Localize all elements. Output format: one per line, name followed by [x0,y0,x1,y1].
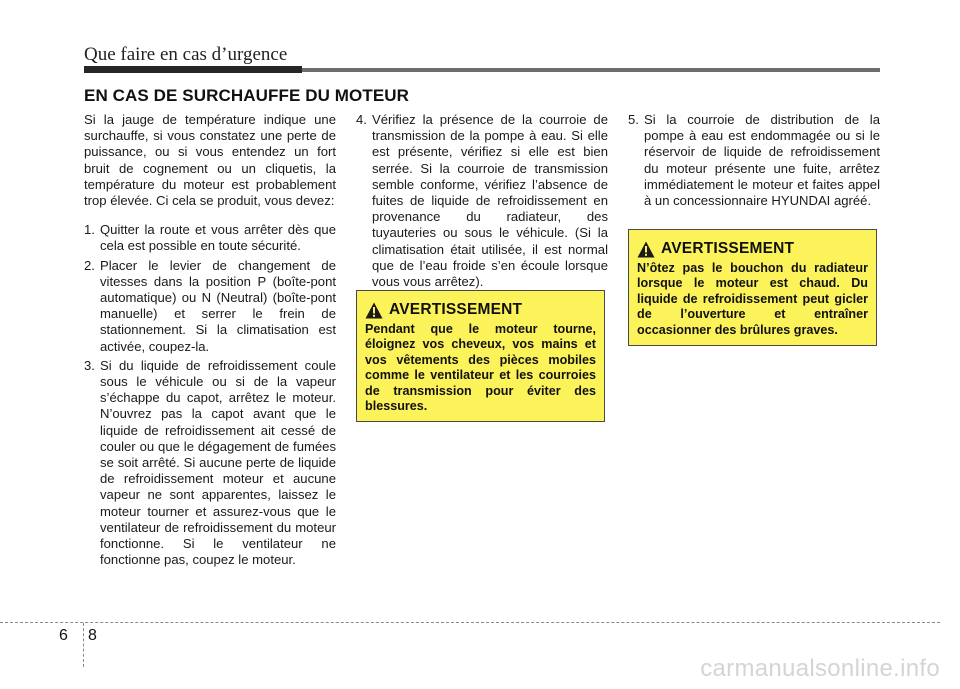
warning-text: Pendant que le moteur tourne, éloignez vos cheveux, vos mains et vos vêtements des pièces mobiles comme le ventilateur et les courroies de transmission pour éviter des blessures. [365,322,596,414]
step-item [84,258,336,355]
step-text: Quitter la route et vous arrêter dès que cela est possible en toute sécurité. [100,222,336,254]
page-number: 8 [88,627,97,644]
warning-header [365,301,596,319]
step-text: Placer le levier de changement de vitesses dans la position P (boîte-pont automatique) ou N (Neutral) (boîte-pont manuelle) et serrer le frein de stationnement. Si la climatisation est activée, coupez-la. [100,257,336,354]
intro-paragraph: Si la jauge de température indique une surchauffe, si vous constatez une perte de puissance, ou si vous entendez un fort bruit de cognement ou un cliquetis, la température du moteur est probablement trop élevée. Ci cela se produit, vous devez: [84,112,336,209]
step-item [84,358,336,569]
warning-triangle-icon [365,302,383,319]
column-3 [628,112,880,209]
warning-title: AVERTISSEMENT [661,240,795,257]
watermark: carmanualsonline.info [700,655,940,682]
warning-text: N’ôtez pas le bouchon du radiateur lorsque le moteur est chaud. Du liquide de refroidissement peut gicler de l’ouverture et entraîner occasionner des brûlures graves. [637,261,868,337]
footer-divider [0,622,940,623]
column-2 [356,112,608,290]
step-item [356,112,608,290]
warning-box-radiator-cap [628,229,877,346]
step-item [84,222,336,254]
warning-triangle-icon [637,241,655,258]
steps-list-b [356,112,608,290]
warning-box-moving-parts [356,290,605,422]
column-1 [84,112,336,571]
steps-list-a [84,222,336,568]
header-rule [84,68,880,72]
page-chapter-number: 6 [59,627,68,644]
step-text: Vérifiez la présence de la courroie de transmission de la pompe à eau. Si elle est présente, vérifiez si elle est bien serrée. Si la courroie de transmission semble conforme, vérifiez l’absence de fuites de liquide de refroidissement en provenance du radiateur, des tuyauteries ou sous le véhicule. (Si la climatisation était utilisée, il est normal que de l’eau froide s’en écoule lorsque vous vous arrêtez). [372,112,608,290]
warning-title: AVERTISSEMENT [389,301,523,318]
chapter-title: Que faire en cas d’urgence [84,44,288,65]
step-text: Si du liquide de refroidissement coule sous le véhicule ou si de la vapeur s’échappe du capot, arrêtez le moteur. N’ouvrez pas la capot avant que le liquide de refroidissement ait cessé de couler ou que le dégagement de fumées se soit arrêté. Si aucune perte de liquide de refroidissement moteur et aucune vapeur ne sont apparentes, laissez le moteur tourner et assurez-vous que le ventilateur de refroidissement du moteur fonctionne. Si le ventilateur ne fonctionne pas, coupez le moteur. [100,357,336,568]
section-title: EN CAS DE SURCHAUFFE DU MOTEUR [84,86,410,105]
footer-page-divider [83,623,84,667]
header-rule-accent [84,66,302,73]
step-number: 2. [84,257,95,273]
step-text: Si la courroie de distribution de la pompe à eau est endommagée ou si le réservoir de liquide de refroidissement du moteur présente une fuite, arrêtez immédiatement le moteur et faites appel à un concessionnaire HYUNDAI agréé. [644,112,880,209]
step-number: 1. [84,222,95,238]
warning-header [637,240,868,258]
steps-list-c [628,112,880,209]
step-number: 3. [84,357,95,373]
step-number: 4. [356,112,367,127]
step-item [628,112,880,209]
step-number: 5. [628,112,639,127]
